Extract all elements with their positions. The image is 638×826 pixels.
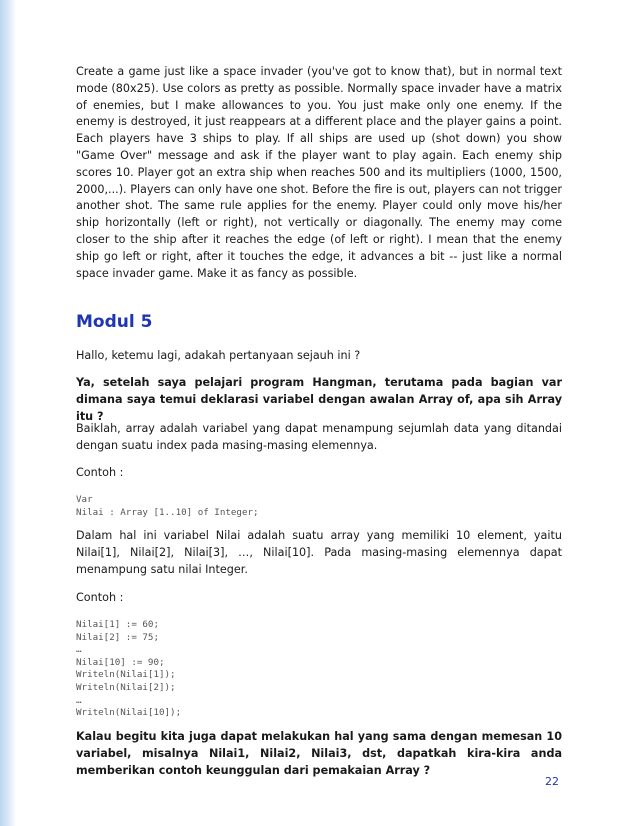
code2-line: Writeln(Nilai[2]); (76, 681, 176, 693)
code2-line: Nilai[1] := 60; (76, 619, 159, 630)
question1-text: Ya, setelah saya pelajari program Hangman, terutama pada bagian var dimana saya temui deklarasi variabel dengan awalan Array of, apa sih Array itu ? (76, 376, 562, 423)
code2-line: Writeln(Nilai[1]); (76, 669, 176, 681)
answer1-text: Baiklah, array adalah variabel yang dapat menampung sejumlah data yang ditandai dengan suatu index pada masing-masing elemennya. (76, 422, 562, 452)
code1-line: Nilai : Array [1..10] of Integer; (76, 506, 259, 518)
page-side-gradient (0, 0, 16, 826)
question2-text: Kalau begitu kita juga dapat melakukan hal yang sama dengan memesan 10 variabel, misalnya Nilai1, Nilai2, Nilai3, dst, dapatkah kira-kira anda memberikan contoh keunggulan dari pemakaian Array ? (76, 730, 562, 777)
code1-line: Var (76, 494, 93, 505)
code2-line: Writeln(Nilai[10]); (76, 707, 182, 719)
question2-block (76, 729, 562, 779)
contoh2-block (76, 590, 562, 607)
contoh1-label: Contoh : (76, 466, 124, 479)
intro-section (76, 64, 562, 282)
explain-text: Dalam hal ini variabel Nilai adalah suatu array yang memiliki 10 element, yaitu Nilai[1], Nilai[2], Nilai[3], …, Nilai[10]. Pada masing-masing elemennya dapat menampung satu nilai Integer. (76, 529, 562, 576)
code2-line: Nilai[2] := 75; (76, 631, 159, 643)
page-number: 22 (545, 775, 559, 788)
contoh2-label: Contoh : (76, 591, 124, 604)
code1-block (76, 494, 562, 519)
code2-line: … (76, 694, 82, 706)
code2-line: Nilai[10] := 90; (76, 656, 165, 668)
contoh1-block (76, 465, 562, 482)
greeting-text: Hallo, ketemu lagi, adakah pertanyaan sejauh ini ? (76, 349, 361, 362)
code2-block (76, 619, 562, 720)
section-heading: Modul 5 (76, 312, 153, 332)
answer1-block (76, 421, 562, 455)
greeting-block (76, 348, 562, 365)
explain-block (76, 528, 562, 578)
question1-block (76, 375, 562, 425)
code2-line: … (76, 644, 82, 656)
intro-paragraph: Create a game just like a space invader (you've got to know that), but in normal text mode (80x25). Use colors as pretty as possible. Normally space invader have a matrix of enemies, but I make allowances to you. You just make only one enemy. If the enemy is destroyed, it just reappears at a different place and the player gains a point. Each players have 3 ships to play. If all ships are used up (shot down) you show "Game Over" message and ask if the player want to play again. Each enemy ship scores 10. Player got an extra ship when reaches 500 and its multipliers (1000, 1500, 2000,...). Players can only have one shot. Before the fire is out, players can not trigger another shot. The same rule applies for the enemy. Player could only move his/her ship horizontally (left or right), not vertically or diagonally. The enemy may come closer to the ship after it reaches the edge (of left or right). I mean that the enemy ship go left or right, after it touches the edge, it advances a bit -- just like a normal space invader game. Make it as fancy as possible. (76, 65, 562, 280)
